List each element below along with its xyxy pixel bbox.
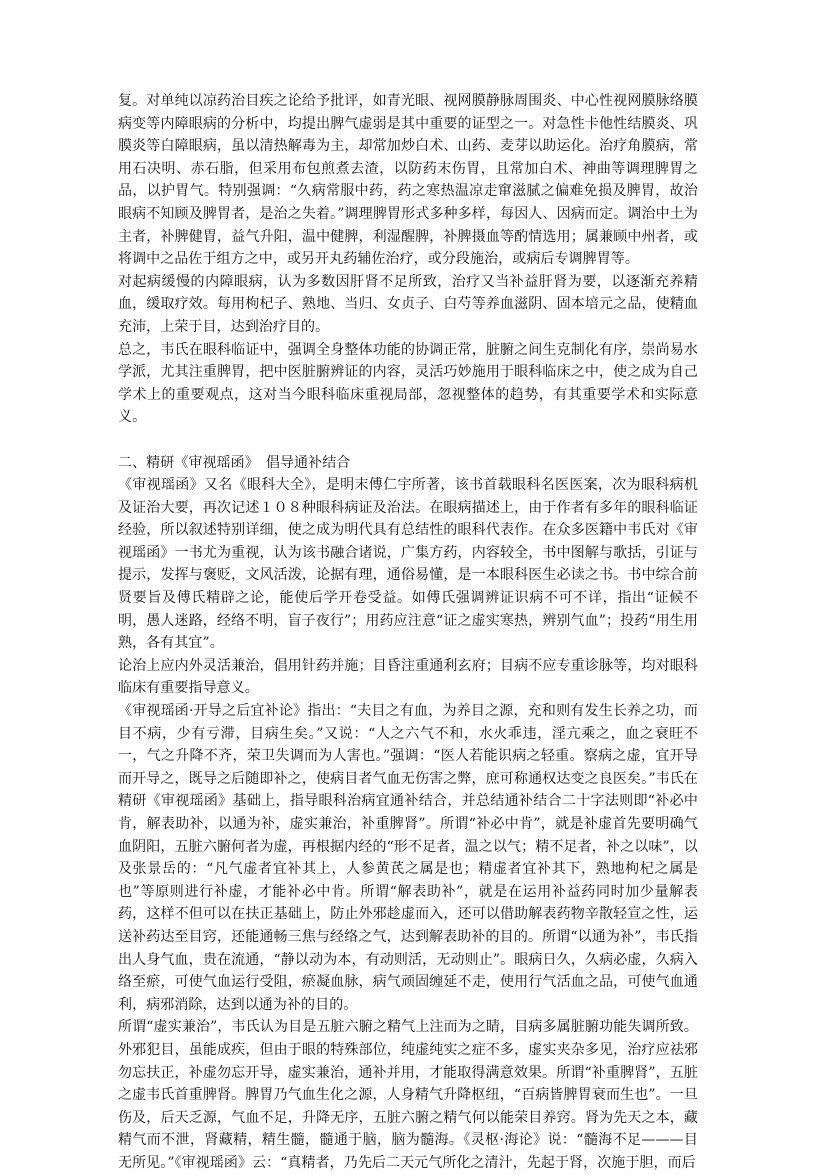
document-page: [118, 90, 698, 1175]
body-paragraph: 所谓“虚实兼治”，韦氏认为目是五脏六腑之精气上注而为之睛，目病多属脏腑功能失调所致。外邪犯目，虽能成疾，但由于眼的特殊部位，纯虚纯实之症不多，虚实夹杂多见，治疗应祛邪勿忘扶正，补虚勿忘开导，虚实兼治，通补并用，才能取得满意效果。所谓“补重脾肾”，五脏之虚韦氏首重脾肾。脾胃乃气血生化之源，人身精气升降枢纽，“百病皆脾胃衰而生也”。一旦伤及，后天乏源，气血不足，升降无序，五脏六腑之精气何以能荣目养窍。肾为先天之本，藏精气而不泄，肾藏精，精生髓，髓通于脑，脑为髓海。《灵枢·海论》说：“髓海不足———目无所见。”《审视瑶函》云：“真精者，乃先后二天元气所化之清汁，先起于肾，次施于胆，而后: [118, 1019, 698, 1171]
section-heading: 二、精研《审视瑶函》 倡导通补结合: [118, 454, 351, 471]
body-paragraph: 《审视瑶函》又名《眼科大全》，是明末傅仁宇所著，该书首载眼科名医医案，次为眼科病机及证治大要，再次记述１０８种眼科病证及治法。在眼病描述上，由于作者有多年的眼科临证经验，所以叙述特别详细，使之成为明代具有总结性的眼科代表作。在众多医籍中韦氏对《审视瑶函》一书尤为重视，认为该书融合诸说，广集方药，内容较全，书中图解与歌括，引证与提示，发挥与褒贬，文风活泼，论据有理，通俗易懂，是一本眼科医生必读之书。书中综合前贤要旨及傅氏精辟之论，能使后学开卷受益。如傅氏强调辨证识病不可不详，指出“证候不明，愚人迷路，经络不明，盲子夜行”；用药应注意“证之虚实寒热，辨别气血”；投药“用生用熟，各有其宜”。: [118, 477, 698, 652]
paragraph-spacer: [118, 429, 698, 452]
body-paragraph: 复。对单纯以凉药治目疾之论给予批评，如青光眼、视网膜静脉周围炎、中心性视网膜脉络膜病变等内障眼病的分析中，均提出脾气虚弱是其中重要的证型之一。对急性卡他性结膜炎、巩膜炎等白障眼病，虽以清热解毒为主，却常加炒白术、山药、麦芽以助运化。治疗角膜病，常用石决明、赤石脂，但采用布包煎煮去渣，以防药末伤胃，且常加白术、神曲等调理脾胃之品，以护胃气。特别强调：“久病常服中药，药之寒热温凉走窜滋腻之偏难免损及脾胃，故治眼病不知顾及脾胃者，是治之失着。”调理脾胃形式多种多样，每因人、因病而定。调治中土为主者，补脾健胃，益气升阳，温中健脾，利湿醒脾，补脾摄血等酌情选用；属兼顾中州者，或将调中之品佐于组方之中，或另开丸药辅佐治疗，或分段施治，或病后专调脾胃等。: [118, 93, 698, 268]
body-paragraph: 《审视瑶函·开导之后宜补论》指出：“夫目之有血，为养目之源，充和则有发生长养之功，而目不病，少有亏滞，目病生矣。”又说：“人之六气不和，水火乖违，淫亢乘之，血之衰旺不一，气之升降不齐，荣卫失调而为人害也。”强调：“医人若能识病之轻重。察病之虚，宜开导而开导之，既导之后随即补之，使病目者气血无伤害之弊，庶可称通权达变之良医矣。”韦氏在精研《审视瑶函》基础上，指导眼科治病宜通补结合，并总结通补结合二十字法则即“补必中肯，解表助补，以通为补，虚实兼治，补重脾肾”。所谓“补必中肯”，就是补虚首先要明确气血阴阳，五脏六腑何者为虚，再根据内经的“形不足者，温之以气；精不足者，补之以味”，以及张景岳的：“凡气虚者宜补其上，人参黄芪之属是也；精虚者宜补其下，熟地枸杞之属是也”等原则进行补虚，才能补必中肯。所谓“解表助补”，就是在运用补益药同时加少量解表药，这样不但可以在扶正基础上，防止外邪趁虚而入，还可以借助解表药物辛散轻宣之性，运送补药达至目窍，还能通畅三焦与经络之气，达到解表助补的目的。所谓“以通为补”，韦氏指出人身气血，贵在流通，“静以动为本，有动则活，无动则止”。眼病日久，久病必虚，久病入络至瘀，可使气血运行受阻，瘀凝血脉，病气顽固缠延不走，使用行气活血之品，可使气血通利，病邪消除，达到以通为补的目的。: [118, 703, 698, 1013]
body-paragraph: 对起病缓慢的内障眼病，认为多数因肝肾不足所致，治疗又当补益肝肾为要，以逐渐充养精血，缓取疗效。每用枸杞子、熟地、当归、女贞子、白芍等养血滋阴、固本培元之品，使精血充沛，上荣于目，达到治疗目的。: [118, 273, 698, 335]
body-paragraph: 论治上应内外灵活兼治，倡用针药并施；目昏注重通利玄府；目病不应专重诊脉等，均对眼科临床有重要指导意义。: [118, 657, 698, 697]
body-paragraph: 总之，韦氏在眼科临证中，强调全身整体功能的协调正常，脏腑之间生克制化有序，崇尚易水学派，尤其注重脾胃，把中医脏腑辨证的内容，灵活巧妙施用于眼科临床之中，使之成为自己学术上的重要观点，这对当今眼科临床重视局部，忽视整体的趋势，有其重要学术和实际意义。: [118, 341, 698, 426]
